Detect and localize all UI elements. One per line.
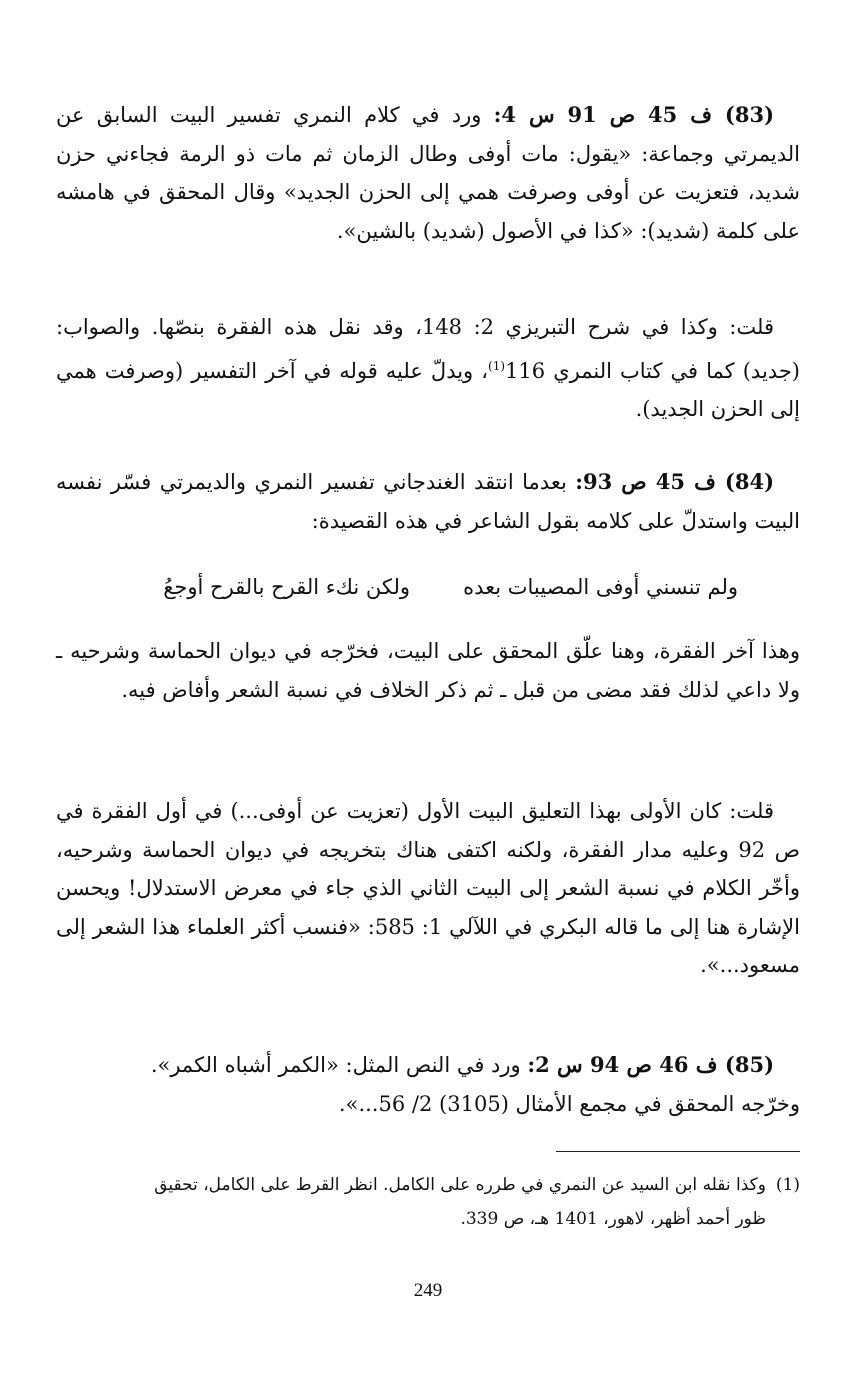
paragraph-85 bbox=[56, 1046, 800, 1123]
comment-2-text bbox=[56, 792, 800, 985]
page-number: 249 bbox=[413, 1280, 443, 1301]
paragraph-84-line-2: فسّر نفسه البيت واستدلّ على كلامه بقول الشاعر في هذه القصيدة: bbox=[56, 470, 800, 533]
paragraph-83-line-1 bbox=[56, 96, 800, 250]
comment-paragraph-2 bbox=[56, 792, 800, 985]
footnote-line-1 bbox=[56, 1168, 800, 1202]
comment-1-line-3: التفسير (وصرفت همي إلى الحزن الجديد). bbox=[56, 358, 800, 421]
verse-first-hemistich: ولم تنسني أوفى المصيبات بعده bbox=[463, 575, 738, 599]
comment-1-line-2-start: والصواب: (جديد) كما في كتاب النمري 116 bbox=[56, 315, 800, 383]
paragraph-84-continued-text bbox=[56, 632, 800, 709]
paragraph-85-line-2: وخرّجه المحقق في مجمع الأمثال (3105) 2/ 56...». bbox=[338, 1091, 800, 1116]
comment-2-line-1: قلت: كان الأولى بهذا التعليق البيت الأول (تعزيت عن أوفى...) في bbox=[194, 799, 774, 823]
paragraph-85-line-1-text: ورد في النص المثل: «الكمر أشباه الكمر». bbox=[150, 1053, 528, 1077]
paragraph-85-heading: (85) ف 46 ص 94 س 2: bbox=[527, 1052, 774, 1077]
paragraph-84-heading: (84) ف 45 ص 93: bbox=[575, 469, 775, 494]
paragraph-84-line-1-text: بعدما انتقد الغندجاني تفسير النمري والديمرتي bbox=[159, 470, 576, 494]
paragraph-83 bbox=[56, 96, 800, 250]
verse-second-hemistich: ولكن نكء القرح بالقرح أوجعُ bbox=[163, 575, 410, 599]
poetry-verse bbox=[56, 575, 800, 615]
comment-2-line-4: معرض الاستدلال! ويحسن الإشارة هنا إلى ما قاله البكري في اللآلي 1: 585: bbox=[56, 876, 800, 939]
paragraph-83-line-3: حزن شديد، فتعزيت عن أوفى وصرفت همي إلى الحزن الجديد» وقال المحقق bbox=[56, 141, 800, 204]
comment-2-line-3: الحماسة وشرحيه، وأخّر الكلام في نسبة الشعر إلى البيت الثاني الذي جاء في bbox=[56, 837, 800, 900]
paragraph-84 bbox=[56, 463, 800, 540]
comment-paragraph-1 bbox=[56, 308, 800, 429]
paragraph-83-heading: (83) ف 45 ص 91 س 4: bbox=[493, 102, 774, 127]
comment-1-line-1: قلت: وكذا في شرح التبريزي 2: 148، وقد نقل هذه الفقرة بنصّها. bbox=[151, 315, 774, 339]
comment-2-line-2: أول الفقرة في ص 92 وعليه مدار الفقرة، ولكنه اكتفى هناك بتخريجه في ديوان bbox=[56, 799, 800, 862]
paragraph-85-text bbox=[56, 1046, 800, 1085]
footnote bbox=[56, 1168, 800, 1236]
paragraph-84-cont-line-1: وهذا آخر الفقرة، وهنا علّق المحقق على البيت، فخرّجه في ديوان الحماسة bbox=[147, 639, 800, 663]
footnote-divider bbox=[556, 1151, 800, 1152]
paragraph-84-cont-line-3: وأفاض فيه. bbox=[121, 677, 221, 702]
comment-2-line-5: «فنسب أكثر العلماء هذا الشعر إلى مسعود...». bbox=[56, 914, 800, 977]
paragraph-84-text bbox=[56, 463, 800, 540]
paragraph-83-line-4: في هامشه على كلمة (شديد): «كذا في الأصول (شديد) بالشين». bbox=[56, 180, 800, 243]
comment-1-text bbox=[56, 308, 800, 429]
footnote-line-2: ظور أحمد أظهر، لاهور، 1401 هـ، ص 339. bbox=[460, 1209, 766, 1229]
paragraph-84-continued bbox=[56, 632, 800, 709]
comment-1-line-2-end: ، ويدلّ عليه قوله في آخر bbox=[265, 358, 489, 383]
footnote-marker: (1) bbox=[775, 1175, 800, 1195]
paragraph-83-line-2: الديمرتي وجماعة: «يقول: مات أوفى وطال الزمان ثم مات ذو الرمة فجاءني bbox=[106, 141, 800, 166]
footnote-text-1: وكذا نقله ابن السيد عن النمري في طرره على الكامل. انظر القرط على الكامل، تحقيق bbox=[154, 1175, 766, 1195]
paragraph-83-line-1-text: ورد في كلام النمري تفسير البيت السابق عن bbox=[56, 103, 494, 127]
paragraph-84-cont-line-2: وشرحيه ـ ولا داعي لذلك فقد مضى من قبل ـ ثم ذكر الخلاف في نسبة الشعر bbox=[56, 639, 800, 702]
footnote-reference-1: (1) bbox=[488, 358, 506, 373]
